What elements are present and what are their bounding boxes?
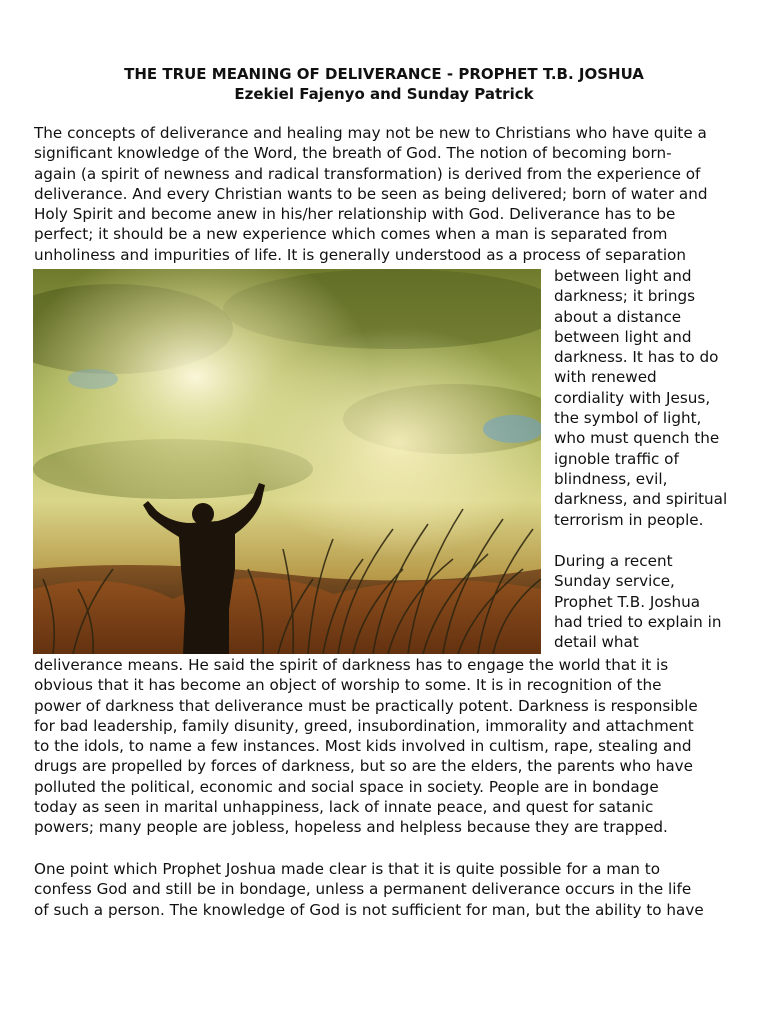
text-line: terrorism in people. (554, 510, 704, 529)
text-line: powers; many people are jobless, hopeless and helpless because they are trapped. (34, 818, 668, 837)
text-line: today as seen in marital unhappiness, lack of innate peace, and quest for satanic (34, 798, 654, 817)
sidebar-text-1 (554, 266, 754, 530)
text-line: Sunday service, (554, 572, 675, 591)
text-line: ignoble traffic of (554, 449, 679, 468)
worship-photo (33, 269, 541, 654)
text-line: power of darkness that deliverance must be practically potent. Darkness is responsible (34, 696, 698, 715)
document-authors: Ezekiel Fajenyo and Sunday Patrick (234, 85, 534, 103)
text-line: During a recent (554, 552, 673, 570)
text-line: confess God and still be in bondage, unless a permanent deliverance occurs in the life (34, 880, 692, 899)
text-line: deliverance means. He said the spirit of darkness has to engage the world that it is (34, 656, 669, 674)
text-line: to the idols, to name a few instances. Most kids involved in cultism, rape, stealing and (34, 737, 692, 756)
text-line: The concepts of deliverance and healing may not be new to Christians who have quite a (34, 124, 707, 142)
text-line: for bad leadership, family disunity, greed, insubordination, immorality and attachment (34, 716, 694, 735)
text-line: darkness; it brings (554, 287, 696, 306)
text-line: polluted the political, economic and social space in society. People are in bondage (34, 777, 659, 796)
text-line: Prophet T.B. Joshua (554, 592, 701, 611)
text-line: drugs are propelled by forces of darkness, but so are the elders, the parents who have (34, 757, 693, 776)
text-line: between light and (554, 267, 692, 285)
text-line: perfect; it should be a new experience which comes when a man is separated from (34, 225, 668, 244)
text-line: darkness, and spiritual (554, 490, 728, 509)
text-line: deliverance. And every Christian wants to be seen as being delivered; born of water and (34, 184, 708, 203)
text-line: detail what (554, 633, 639, 652)
text-line: between light and (554, 327, 692, 346)
text-line: again (a spirit of newness and radical transformation) is derived from the experience of (34, 164, 701, 183)
text-line: darkness. It has to do (554, 348, 719, 367)
text-line: obvious that it has become an object of worship to some. It is in recognition of the (34, 676, 662, 695)
text-line: Holy Spirit and become anew in his/her relationship with God. Deliverance has to be (34, 205, 676, 224)
sidebar-text-2 (554, 551, 754, 652)
paragraph-darkness (34, 655, 738, 838)
text-line: blindness, evil, (554, 469, 668, 488)
paragraph-intro (34, 123, 738, 265)
paragraph-bondage (34, 859, 738, 920)
text-line: unholiness and impurities of life. It is generally understood as a process of separation (34, 245, 686, 264)
text-line: One point which Prophet Joshua made clear is that it is quite possible for a man to (34, 860, 661, 878)
text-line: who must quench the (554, 429, 720, 448)
document-title: THE TRUE MEANING OF DELIVERANCE - PROPHET T.B. JOSHUA (124, 65, 644, 83)
text-line: the symbol of light, (554, 409, 702, 428)
text-line: had tried to explain in (554, 612, 722, 631)
text-line: with renewed (554, 368, 657, 387)
text-line: of such a person. The knowledge of God is not sufficient for man, but the ability to have (34, 900, 704, 919)
text-line: about a distance (554, 307, 682, 326)
text-line: cordiality with Jesus, (554, 388, 711, 407)
text-line: significant knowledge of the Word, the breath of God. The notion of becoming born- (34, 144, 672, 163)
